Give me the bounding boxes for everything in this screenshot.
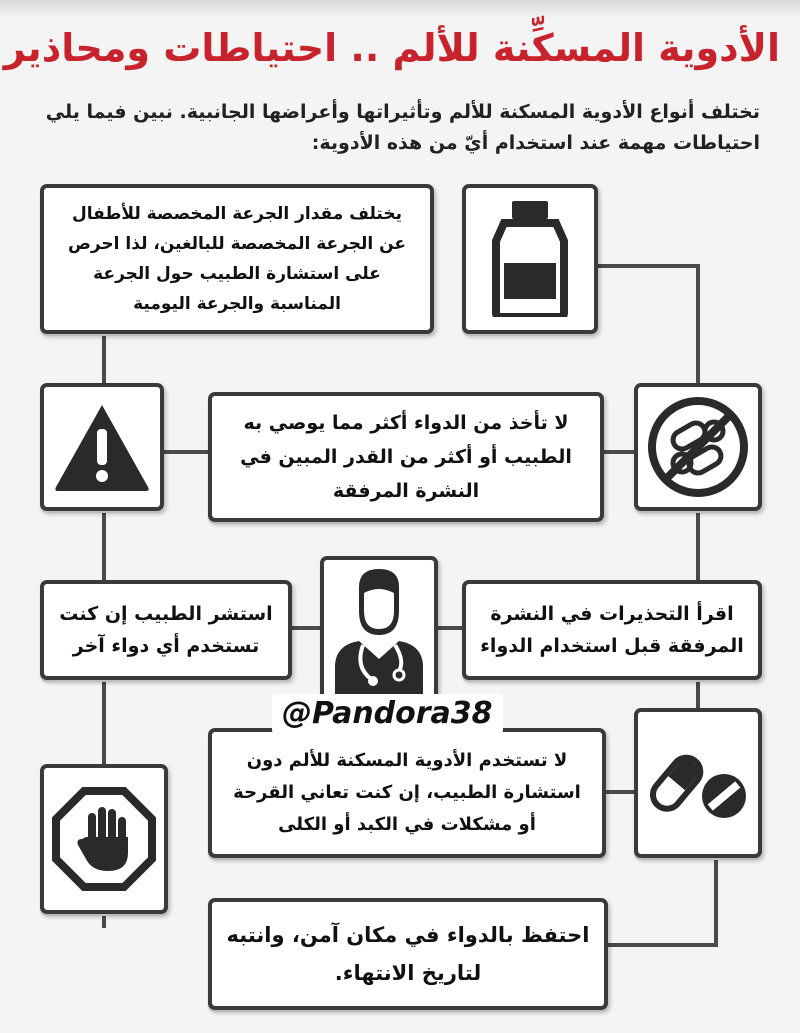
no-pills-box <box>634 383 762 511</box>
medicine-bottle-icon <box>490 201 570 317</box>
connector-mid-row-h <box>600 450 636 454</box>
tip-dosage-text: يختلف مقدار الجرعة المخصصة للأطفال عن الجرعة المخصصة للبالغين، لذا احرص على استشارة الطبيب حول الجرعة المناسبة والجرعة اليومية <box>67 204 406 314</box>
pills-icon <box>646 738 750 828</box>
tip-read-warnings-text: اقرأ التحذيرات في النشرة المرفقة قبل استخدام الدواء <box>480 603 744 657</box>
top-edge <box>0 0 800 18</box>
pills-box <box>634 708 762 858</box>
watermark-handle: @Pandora38 <box>272 694 503 734</box>
no-pills-icon <box>644 393 752 501</box>
tip-no-overdose-box <box>208 392 604 522</box>
connector-left-low <box>102 676 106 764</box>
stop-hand-icon <box>52 787 156 891</box>
tip-storage-box <box>208 898 608 1010</box>
tip-dosage-box <box>40 184 434 334</box>
doctor-icon <box>329 563 429 699</box>
tip-read-warnings-box <box>462 580 762 680</box>
connector-right-mid <box>696 508 700 580</box>
tip-no-without-doctor-box <box>208 728 606 858</box>
page-title: الأدوية المسكِّنة للألم .. احتياطات ومحاذير <box>3 26 780 70</box>
connector-right-bottom <box>714 855 718 945</box>
connector-left-top <box>102 330 106 386</box>
tip-storage-text: احتفظ بالدواء في مكان آمن، وانتبه لتاريخ الانتهاء. <box>226 923 590 985</box>
connector-row4-h <box>606 790 636 794</box>
warning-box <box>40 383 164 511</box>
connector-top-h <box>598 264 698 268</box>
tip-no-overdose-text: لا تأخذ من الدواء أكثر مما يوصي به الطبيب أو أكثر من القدر المبين في النشرة المرفقة <box>240 412 572 502</box>
connector-bottom-right-h <box>605 943 718 947</box>
warning-triangle-icon <box>52 401 152 493</box>
stop-box <box>40 764 168 914</box>
tip-consult-other-box <box>40 580 292 680</box>
connector-row3-right <box>434 626 464 630</box>
connector-left-mid <box>102 508 106 580</box>
tip-consult-other-text: استشر الطبيب إن كنت تستخدم أي دواء آخر <box>59 603 273 657</box>
doctor-box <box>320 556 438 706</box>
tip-no-without-doctor-text: لا تستخدم الأدوية المسكنة للألم دون استشارة الطبيب، إن كنت تعاني القرحة أو مشكلات في الكبد أو الكلى <box>233 750 581 835</box>
connector-right-low <box>696 676 700 710</box>
connector-right-top <box>696 264 700 386</box>
bottle-box <box>462 184 598 334</box>
intro-paragraph: تختلف أنواع الأدوية المسكنة للألم وتأثيراتها وأعراضها الجانبية. نبين فيما يلي احتياطات مهمة عند استخدام أيّ من هذه الأدوية: <box>45 101 760 154</box>
connector-row3-left <box>290 626 324 630</box>
